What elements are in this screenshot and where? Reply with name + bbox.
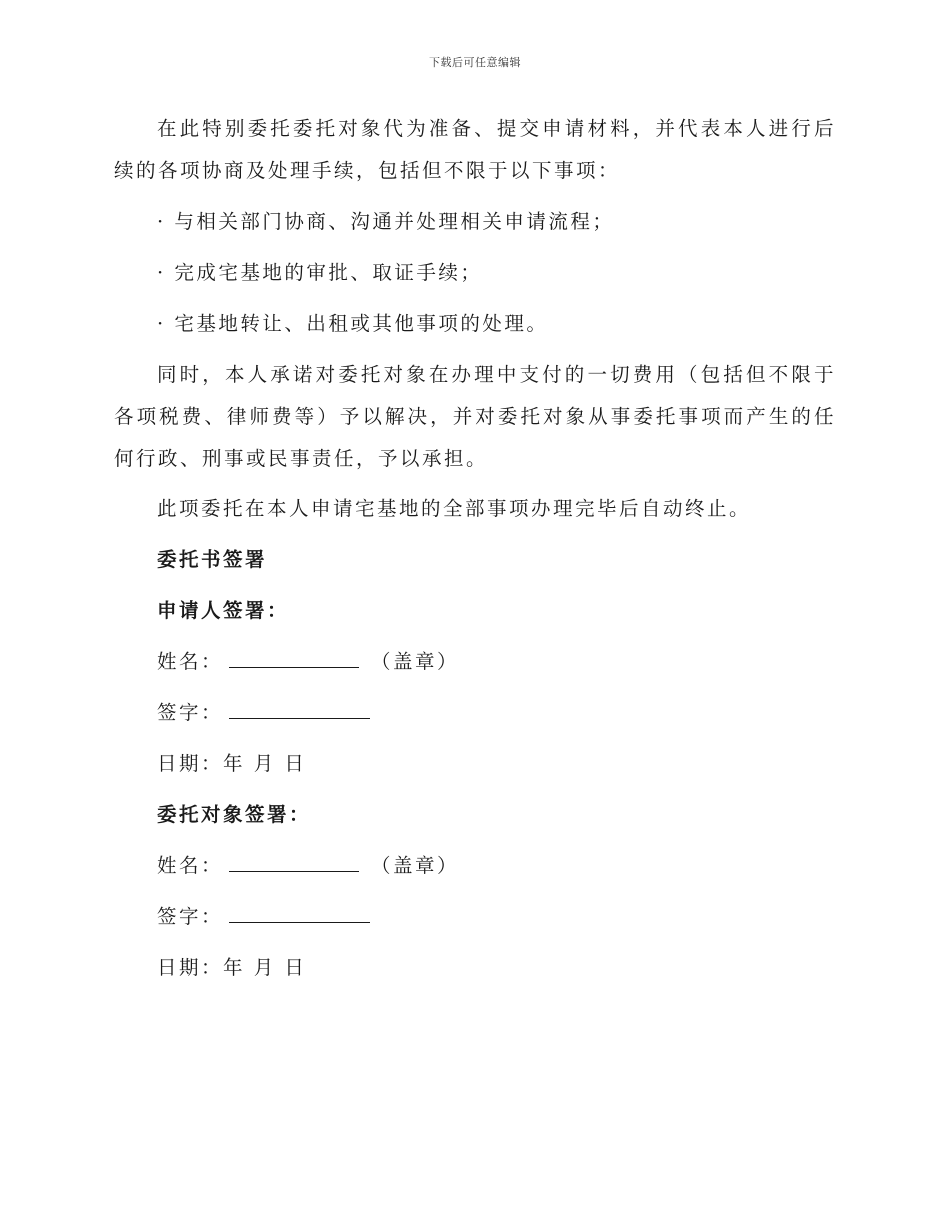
applicant-signature-title: 申请人签署： (157, 599, 290, 622)
agent-signature-field[interactable] (229, 904, 370, 923)
list-item: · 与相关部门协商、沟通并处理相关申请流程； (157, 210, 615, 233)
sign-label: 签字： (157, 701, 224, 724)
applicant-sign-row (114, 692, 836, 734)
date-label: 日期： (157, 752, 224, 775)
agent-signature-title: 委托对象签署： (157, 803, 312, 826)
list-item: · 宅基地转让、出租或其他事项的处理。 (157, 312, 549, 335)
list-item: · 完成宅基地的审批、取证手续； (157, 261, 483, 284)
name-label: 姓名： (157, 650, 224, 673)
intro-paragraph: 在此特别委托委托对象代为准备、提交申请材料，并代表本人进行后续的各项协商及处理手续，包括但不限于以下事项： (114, 117, 836, 182)
applicant-signature-field[interactable] (229, 700, 370, 719)
commitment-paragraph: 同时，本人承诺对委托对象在办理中支付的一切费用（包括但不限于各项税费、律师费等）予以解决，并对委托对象从事委托事项而产生的任何行政、刑事或民事责任，予以承担。 (114, 363, 836, 470)
agent-name-field[interactable] (229, 853, 359, 872)
page-header-note: 下载后可任意编辑 (429, 56, 521, 69)
signature-section-title: 委托书签署 (157, 548, 268, 571)
stamp-label: （盖章） (371, 650, 460, 673)
document-body (114, 108, 836, 989)
date-label: 日期： (157, 956, 224, 979)
name-label: 姓名： (157, 854, 224, 877)
date-units: 年 月 日 (223, 752, 307, 775)
agent-name-row (114, 845, 836, 887)
applicant-name-field[interactable] (229, 649, 359, 668)
agent-sign-row (114, 896, 836, 938)
sign-label: 签字： (157, 905, 224, 928)
agent-date-row (114, 947, 836, 989)
applicant-date-row (114, 743, 836, 785)
date-units: 年 月 日 (223, 956, 307, 979)
applicant-name-row (114, 641, 836, 683)
stamp-label: （盖章） (371, 854, 460, 877)
termination-paragraph: 此项委托在本人申请宅基地的全部事项办理完毕后自动终止。 (157, 497, 752, 520)
